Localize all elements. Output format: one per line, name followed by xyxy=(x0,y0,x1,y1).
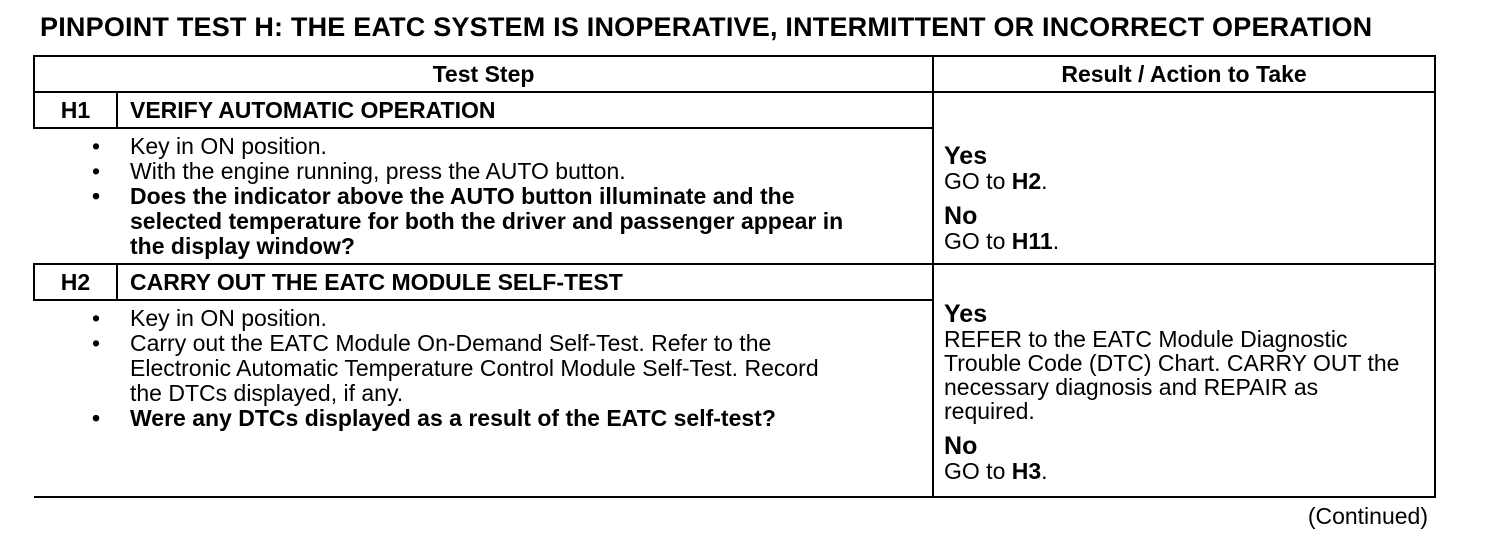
result-no xyxy=(944,203,1424,253)
result-no xyxy=(944,433,1424,483)
step-h2-result-cell xyxy=(933,264,1435,497)
result-text-end: . xyxy=(1041,458,1048,484)
step-title: VERIFY AUTOMATIC OPERATION xyxy=(117,92,933,128)
result-text: REFER to the EATC Module Diagnostic Trouble Code (DTC) Chart. CARRY OUT the necessary diagnosis and REPAIR as required. xyxy=(944,326,1400,424)
list-item: • Key in ON position. xyxy=(130,134,932,159)
step-h2-title-row xyxy=(34,264,1435,300)
list-item: • Carry out the EATC Module On-Demand Self-Test. Refer to the Electronic Automatic Temperature Control Module Self-Test. Record the DTCs displayed, if any. xyxy=(130,331,850,406)
step-title: CARRY OUT THE EATC MODULE SELF-TEST xyxy=(117,264,933,300)
result-label: No xyxy=(944,432,978,460)
page-title: PINPOINT TEST H: THE EATC SYSTEM IS INOPERATIVE, INTERMITTENT OR INCORRECT OPERATION xyxy=(40,12,1373,42)
table-header-row xyxy=(34,56,1435,92)
pinpoint-test-table xyxy=(33,55,1436,498)
list-item: • Key in ON position. xyxy=(130,306,932,331)
result-text-end: . xyxy=(1052,228,1060,254)
list-item-question: • Does the indicator above the AUTO button illuminate and the selected temperature for both the driver and passenger appear in the display window? xyxy=(130,184,860,259)
instruction-list xyxy=(34,306,932,431)
result-step-ref: H11 xyxy=(1011,228,1053,254)
result-text: GO to xyxy=(944,168,1012,194)
column-header-result: Result / Action to Take xyxy=(933,56,1435,92)
result-action xyxy=(944,459,1424,483)
result-text: GO to xyxy=(944,458,1012,484)
instruction-list xyxy=(34,134,932,259)
step-h1-result-cell xyxy=(933,92,1435,264)
result-action xyxy=(944,229,1424,253)
step-id: H1 xyxy=(34,92,117,128)
step-h2-instructions xyxy=(34,300,933,497)
result-step-ref: H3 xyxy=(1011,458,1042,484)
step-id: H2 xyxy=(34,264,117,300)
result-text-end: . xyxy=(1041,168,1048,194)
result-label: No xyxy=(944,202,978,230)
step-h1-instructions xyxy=(34,128,933,264)
result-action xyxy=(944,327,1414,423)
result-yes xyxy=(944,143,1424,193)
step-h1-title-row xyxy=(34,92,1435,128)
result-yes xyxy=(944,301,1424,423)
list-item: • With the engine running, press the AUTO button. xyxy=(130,159,932,184)
result-text: GO to xyxy=(944,228,1012,254)
continued-note: (Continued) xyxy=(1307,503,1428,529)
result-label: Yes xyxy=(944,142,988,170)
column-header-test-step: Test Step xyxy=(34,56,933,92)
list-item-question: • Were any DTCs displayed as a result of the EATC self-test? xyxy=(130,406,932,431)
result-action xyxy=(944,169,1424,193)
result-label: Yes xyxy=(944,300,988,328)
result-step-ref: H2 xyxy=(1011,168,1042,194)
